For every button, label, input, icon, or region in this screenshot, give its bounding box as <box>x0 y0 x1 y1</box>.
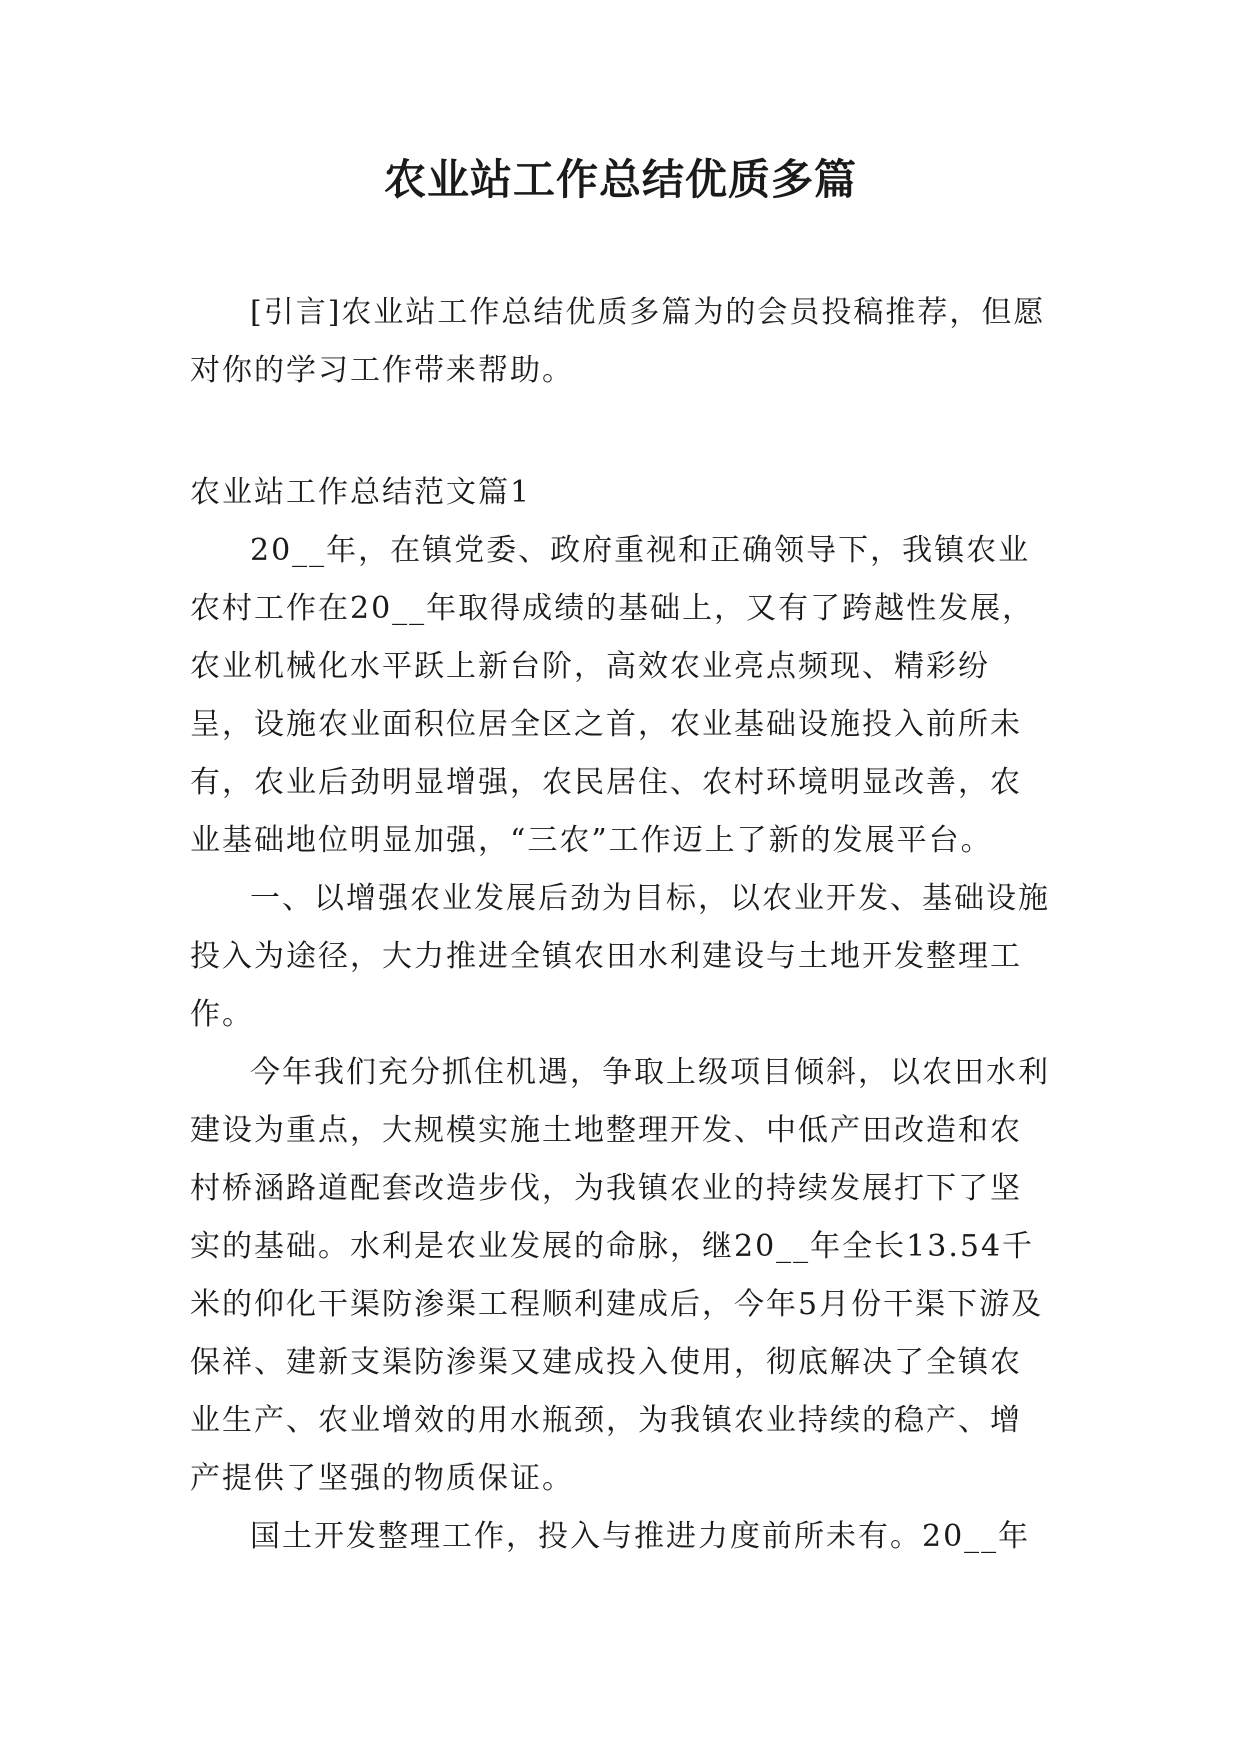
body-paragraph-3: 今年我们充分抓住机遇，争取上级项目倾斜，以农田水利建设为重点，大规模实施土地整理开发、中低产田改造和农村桥涵路道配套改造步伐，为我镇农业的持续发展打下了坚实的基础。水利是农业发展的命脉，继20__年全长13.54千米的仰化干渠防渗渠工程顺利建成后，今年5月份干渠下游及保祥、建新支渠防渗渠又建成投入使用，彻底解决了全镇农业生产、农业增效的用水瓶颈，为我镇农业持续的稳产、增产提供了坚强的物质保证。 <box>190 1055 1050 1496</box>
intro-paragraph: [引言]农业站工作总结优质多篇为的会员投稿推荐，但愿对你的学习工作带来帮助。 <box>190 295 1046 388</box>
intro-block <box>190 284 1050 400</box>
body-paragraph-4: 国土开发整理工作，投入与推进力度前所未有。20__年 <box>250 1519 1031 1554</box>
main-body <box>190 464 1050 1566</box>
body-paragraph-2: 一、以增强农业发展后劲为目标，以农业开发、基础设施投入为途径，大力推进全镇农田水利建设与土地开发整理工作。 <box>190 881 1050 1032</box>
section-heading: 农业站工作总结范文篇1 <box>190 475 532 510</box>
body-paragraph-1: 20__年，在镇党委、政府重视和正确领导下，我镇农业农村工作在20__年取得成绩的基础上，又有了跨越性发展，农业机械化水平跃上新台阶，高效农业亮点频现、精彩纷呈，设施农业面积位居全区之首，农业基础设施投入前所未有，农业后劲明显增强，农民居住、农村环境明显改善，农业基础地位明显加强，“三农”工作迈上了新的发展平台。 <box>190 533 1035 858</box>
document-title: 农业站工作总结优质多篇 <box>383 155 857 204</box>
